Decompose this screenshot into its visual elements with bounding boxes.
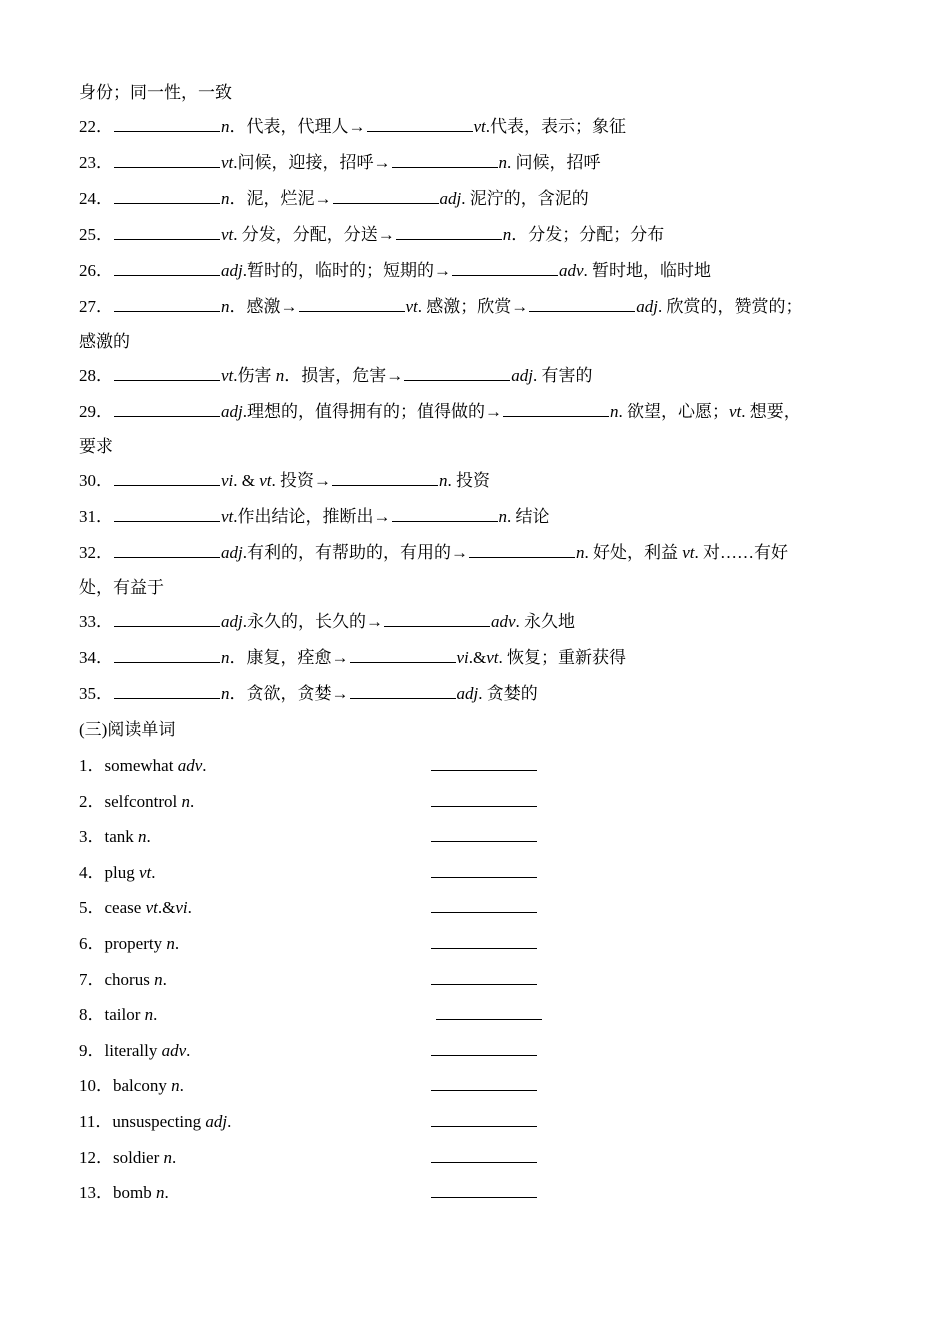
vocab-word: plug [104,862,139,882]
part-of-speech: adv [490,612,516,631]
part-of-speech: vt [728,402,742,421]
item-number: 32． [79,543,113,562]
exercise-item [79,604,879,640]
definition-text: .暂时的，临时的；短期的→ [242,261,451,280]
definition-text: . 结论 [507,507,550,526]
vocab-number: 8． [79,1005,105,1025]
part-of-speech: adj [456,684,479,703]
exercise-item [79,640,879,676]
exercise-item [79,394,879,430]
answer-blank[interactable] [431,1076,537,1091]
part-of-speech: vt [405,297,418,316]
exercise-item [79,676,879,712]
punctuation: . [186,1040,191,1060]
definition-text: .& [468,648,487,667]
item-number: 31． [79,507,113,526]
part-of-speech: adv [161,1040,187,1060]
answer-blank[interactable] [114,471,220,486]
answer-blank[interactable] [114,117,220,132]
vocab-word: somewhat [104,756,178,775]
exercise-item [79,535,879,571]
definition-text: . 分发，分配，分送→ [233,225,395,244]
vocab-word: soldier [113,1147,164,1167]
vocab-number: 11． [79,1111,113,1131]
vocab-word: chorus [104,969,155,989]
answer-blank[interactable] [114,225,220,240]
answer-blank[interactable] [299,297,405,312]
definition-text: ．分发；分配；分布 [511,225,665,244]
definition-text: .理想的，值得拥有的；值得做的→ [242,402,502,421]
exercise-item [79,253,879,289]
continuation-line: 身份；同一性，一致 [79,83,232,102]
part-of-speech: n [221,189,230,208]
punctuation: . [174,933,180,953]
answer-blank[interactable] [332,471,438,486]
exercise-item [79,358,879,394]
item-number: 35． [79,684,113,703]
vocab-word: balcony [113,1076,172,1096]
part-of-speech: n [439,471,448,490]
exercise-item [79,109,879,145]
definition-text: 问候，招呼 [511,153,601,172]
vocab-number: 4． [79,862,105,882]
answer-blank[interactable] [431,970,537,985]
answer-blank[interactable] [114,684,220,699]
punctuation: . [187,898,192,918]
definition-text: . 泥泞的，含泥的 [461,189,589,208]
vocab-word: cease [104,898,146,918]
vocab-item [79,855,879,891]
vocab-item [79,1033,879,1069]
definition-text: . 贪婪的 [478,684,538,703]
answer-blank[interactable] [431,863,537,878]
part-of-speech: adv [558,261,584,280]
answer-blank[interactable] [114,261,220,276]
vocab-number: 10． [79,1076,113,1096]
definition-text: ．代表，代理人→ [229,117,366,136]
punctuation: .& [157,898,176,918]
punctuation: . [151,862,156,882]
punctuation: . [146,827,151,847]
part-of-speech: n [498,507,508,526]
vocab-number: 5． [79,898,105,918]
part-of-speech: n [221,648,230,667]
part-of-speech: n [221,684,230,703]
part-of-speech: adj [221,402,243,421]
punctuation: . [153,1005,158,1025]
answer-blank[interactable] [114,507,220,522]
definition-text: ．损害，危害→ [284,366,404,385]
part-of-speech: vt [138,862,152,882]
definition-text: . 投资 [447,471,491,490]
definition-text: . 欲望，心愿； [618,402,729,421]
part-of-speech: vt [221,507,234,526]
item-number: 22． [79,117,113,136]
answer-blank[interactable] [431,1148,537,1163]
definition-text: .永久的，长久的→ [242,612,383,631]
part-of-speech: adj [221,612,243,631]
vocab-number: 1． [79,756,105,775]
vocab-word: tailor [104,1005,145,1025]
section-title: (三)阅读单词 [79,720,176,739]
part-of-speech: vi [456,648,469,667]
vocab-number: 13． [79,1183,113,1203]
answer-blank[interactable] [431,1183,537,1198]
exercise-item [79,145,879,181]
punctuation: . [202,756,207,775]
answer-blank[interactable] [114,189,220,204]
part-of-speech: n [181,791,190,811]
definition-text: . 暂时地，临时地 [583,261,712,280]
part-of-speech: n [144,1005,154,1025]
part-of-speech: vt [221,366,234,385]
exercise-item [79,217,879,253]
part-of-speech: vt [259,471,272,490]
part-of-speech: adj [221,543,243,562]
vocab-number: 9． [79,1040,105,1060]
vocab-word: bomb [113,1183,156,1203]
worksheet-page [79,76,879,1211]
punctuation: . [172,1147,177,1167]
exercise-item [79,463,879,499]
answer-blank[interactable] [452,261,558,276]
answer-blank[interactable] [114,366,220,381]
answer-blank[interactable] [396,225,502,240]
item-continuation: 感激的 [79,332,130,351]
definition-text: .伤害 [233,366,276,385]
vocab-word: unsuspecting [112,1111,206,1131]
part-of-speech: vt [473,117,486,136]
item-number: 30． [79,471,113,490]
part-of-speech: vi [221,471,234,490]
definition-text: . 对……有好 [694,543,789,562]
answer-blank[interactable] [431,792,537,807]
answer-blank[interactable] [436,1005,542,1020]
part-of-speech: n [275,366,285,385]
part-of-speech: n [154,969,163,989]
exercise-item [79,289,879,325]
vocab-item [79,748,879,784]
part-of-speech: vt [682,543,695,562]
item-number: 34． [79,648,113,667]
answer-blank[interactable] [503,402,609,417]
answer-blank[interactable] [529,297,635,312]
answer-blank[interactable] [392,153,498,168]
item-number: 24． [79,189,113,208]
part-of-speech: n [575,543,585,562]
vocab-number: 3． [79,827,105,847]
punctuation: . [227,1111,232,1131]
exercise-item [79,181,879,217]
answer-blank[interactable] [114,297,220,312]
answer-blank[interactable] [114,648,220,663]
definition-text: .有利的，有帮助的，有用的→ [242,543,468,562]
answer-blank[interactable] [431,1112,537,1127]
answer-blank[interactable] [114,543,220,558]
answer-blank[interactable] [431,1041,537,1056]
item-number: 29． [79,402,113,421]
vocab-item [79,890,879,926]
answer-blank[interactable] [384,612,490,627]
part-of-speech: n [502,225,512,244]
part-of-speech: vt [221,153,234,172]
part-of-speech: vt [221,225,234,244]
punctuation: . [189,791,195,811]
part-of-speech: adv [177,756,203,775]
vocab-number: 12． [79,1147,113,1167]
vocab-word: property [104,933,167,953]
part-of-speech: adj [439,189,462,208]
answer-blank[interactable] [431,827,537,842]
answer-blank[interactable] [114,402,220,417]
part-of-speech: adj [636,297,659,316]
answer-blank[interactable] [392,507,498,522]
answer-blank[interactable] [469,543,575,558]
definition-text: . 想要， [741,402,801,421]
part-of-speech: n [498,153,508,172]
definition-text: .作出结论，推断出→ [233,507,391,526]
definition-text: ．贪欲，贪婪→ [229,684,349,703]
part-of-speech: n [609,402,619,421]
answer-blank[interactable] [404,366,510,381]
vocab-item [79,819,879,855]
part-of-speech: adj [205,1111,228,1131]
part-of-speech: n [163,1147,173,1167]
vocab-item [79,962,879,998]
item-number: 28． [79,366,113,385]
exercise-item [79,499,879,535]
vocab-item [79,926,879,962]
definition-text: . 欣赏的，赞赏的； [658,297,803,316]
answer-blank[interactable] [333,189,439,204]
vocab-number: 6． [79,933,105,953]
punctuation: . [162,969,167,989]
part-of-speech: n [138,827,147,847]
definition-text: . 感激；欣赏→ [417,297,529,316]
part-of-speech: vt [145,898,158,918]
word-formation-list [79,109,879,712]
answer-blank[interactable] [431,756,537,771]
part-of-speech: n [171,1076,180,1096]
vocab-number: 2． [79,791,105,811]
definition-text: ．感激→ [229,297,298,316]
vocab-word: selfcontrol [104,791,182,811]
part-of-speech: n [155,1183,165,1203]
item-number: 23． [79,153,113,172]
part-of-speech: adj [221,261,243,280]
reading-vocab-list [79,748,879,1211]
definition-text: . 恢复；重新获得 [498,648,627,667]
answer-blank[interactable] [431,898,537,913]
definition-text: . 投资→ [271,471,332,490]
definition-text: . [507,153,512,172]
part-of-speech: n [166,933,175,953]
vocab-item [79,1175,879,1211]
answer-blank[interactable] [350,684,456,699]
answer-blank[interactable] [114,153,220,168]
punctuation: . [164,1183,169,1203]
definition-text: ．泥，烂泥→ [229,189,332,208]
part-of-speech: n [221,117,230,136]
item-number: 26． [79,261,113,280]
vocab-word: literally [104,1040,162,1060]
item-continuation: 要求 [79,437,113,456]
definition-text: . & [233,471,260,490]
definition-text: . 永久地 [515,612,576,631]
item-number: 25． [79,225,113,244]
answer-blank[interactable] [431,934,537,949]
definition-text: .问候，迎接，招呼→ [233,153,391,172]
part-of-speech: n [221,297,230,316]
answer-blank[interactable] [114,612,220,627]
vocab-word: tank [104,827,139,847]
item-number: 33． [79,612,113,631]
vocab-item [79,1140,879,1176]
item-number: 27． [79,297,113,316]
vocab-item [79,1104,879,1140]
definition-text: . 有害的 [533,366,593,385]
vocab-item [79,997,879,1033]
vocab-number: 7． [79,969,105,989]
part-of-speech: adj [511,366,534,385]
item-continuation: 处，有益于 [79,578,164,597]
part-of-speech: vt [486,648,499,667]
vocab-item [79,1068,879,1104]
definition-text: .代表，表示；象征 [485,117,627,136]
punctuation: . [179,1076,184,1096]
vocab-item [79,784,879,820]
definition-text: . 好处，利益 [584,543,683,562]
answer-blank[interactable] [367,117,473,132]
definition-text: ．康复，痊愈→ [229,648,349,667]
part-of-speech: vi [175,898,188,918]
answer-blank[interactable] [350,648,456,663]
